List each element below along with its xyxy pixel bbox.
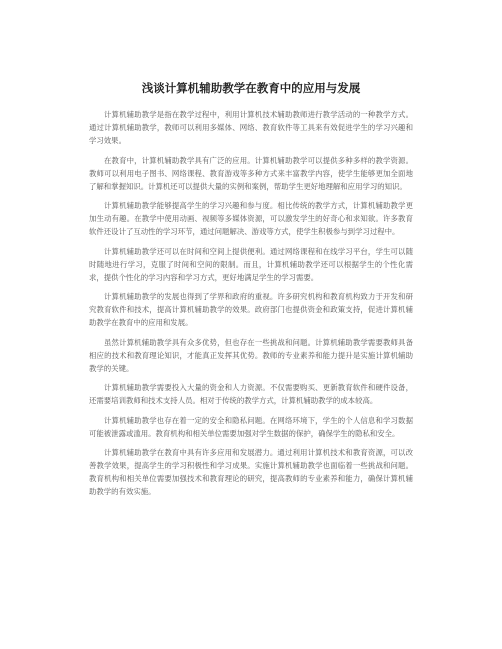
- document-title: 浅谈计算机辅助教学在教育中的应用与发展: [141, 81, 361, 95]
- paragraph: 计算机辅助教学也存在着一定的安全和隐私问题。在网络环境下，学生的个人信息和学习数据可能被泄露或滥用。教育机构和相关单位需要加强对学生数据的保护，确保学生的隐私和安全。: [89, 415, 413, 438]
- document-body: [89, 80, 413, 505]
- paragraph: 计算机辅助教学还可以在时间和空间上提供便利。通过网络课程和在线学习平台，学生可以随时随地进行学习，克服了时间和空间的限制。而且，计算机辅助教学还可以根据学生的个性化需求，提供个性化的学习内容和学习方式，更好地满足学生的学习需要。: [89, 246, 413, 282]
- paragraph: 虽然计算机辅助教学具有众多优势，但也存在一些挑战和问题。计算机辅助教学需要教师具备相应的技术和教育理论知识，才能真正发挥其优势。教师的专业素养和能力提升是实施计算机辅助教学的关键。: [89, 337, 413, 373]
- paragraph: 计算机辅助教学需要投入大量的资金和人力资源。不仅需要购买、更新教育软件和硬件设备，还需要培训教师和技术支持人员。相对于传统的教学方式，计算机辅助教学的成本较高。: [89, 383, 413, 405]
- paragraph: 计算机辅助教学的发展也得到了学界和政府的重视。许多研究机构和教育机构致力于开发和研究教育软件和技术，提高计算机辅助教学的效果。政府部门也提供资金和政策支持，促进计算机辅助教学在教育中的应用和发展。: [89, 292, 413, 327]
- paragraph: 计算机辅助教学是指在教学过程中，利用计算机技术辅助教师进行教学活动的一种教学方式。通过计算机辅助教学，教师可以利用多媒体、网络、教育软件等工具来有效促进学生的学习兴趣和学习效果。: [89, 110, 413, 145]
- paragraph: 计算机辅助教学能够提高学生的学习兴趣和参与度。相比传统的教学方式，计算机辅助教学更加生动有趣。在教学中使用动画、视频等多媒体资源，可以激发学生的好奇心和求知欲。许多教育软件还设计了互动性的学习环节，通过问题解决、游戏等方式，使学生积极参与到学习过程中。: [89, 201, 413, 236]
- paragraph: 在教育中，计算机辅助教学具有广泛的应用。计算机辅助教学可以提供多种多样的教学资源。教师可以利用电子图书、网络课程、教育游戏等多种方式来丰富教学内容，使学生能够更加全面地了解和掌握知识。计算机还可以提供大量的实例和案例，帮助学生更好地理解和应用学习的知识。: [89, 155, 413, 191]
- paragraph: 计算机辅助教学在教育中具有许多应用和发展潜力。通过利用计算机技术和教育资源，可以改善教学效果，提高学生的学习积极性和学习成果。实施计算机辅助教学也面临着一些挑战和问题。教育机构和相关单位需要加强技术和教育理论的研究，提高教师的专业素养和能力，确保计算机辅助教学的有效实施。: [89, 448, 413, 496]
